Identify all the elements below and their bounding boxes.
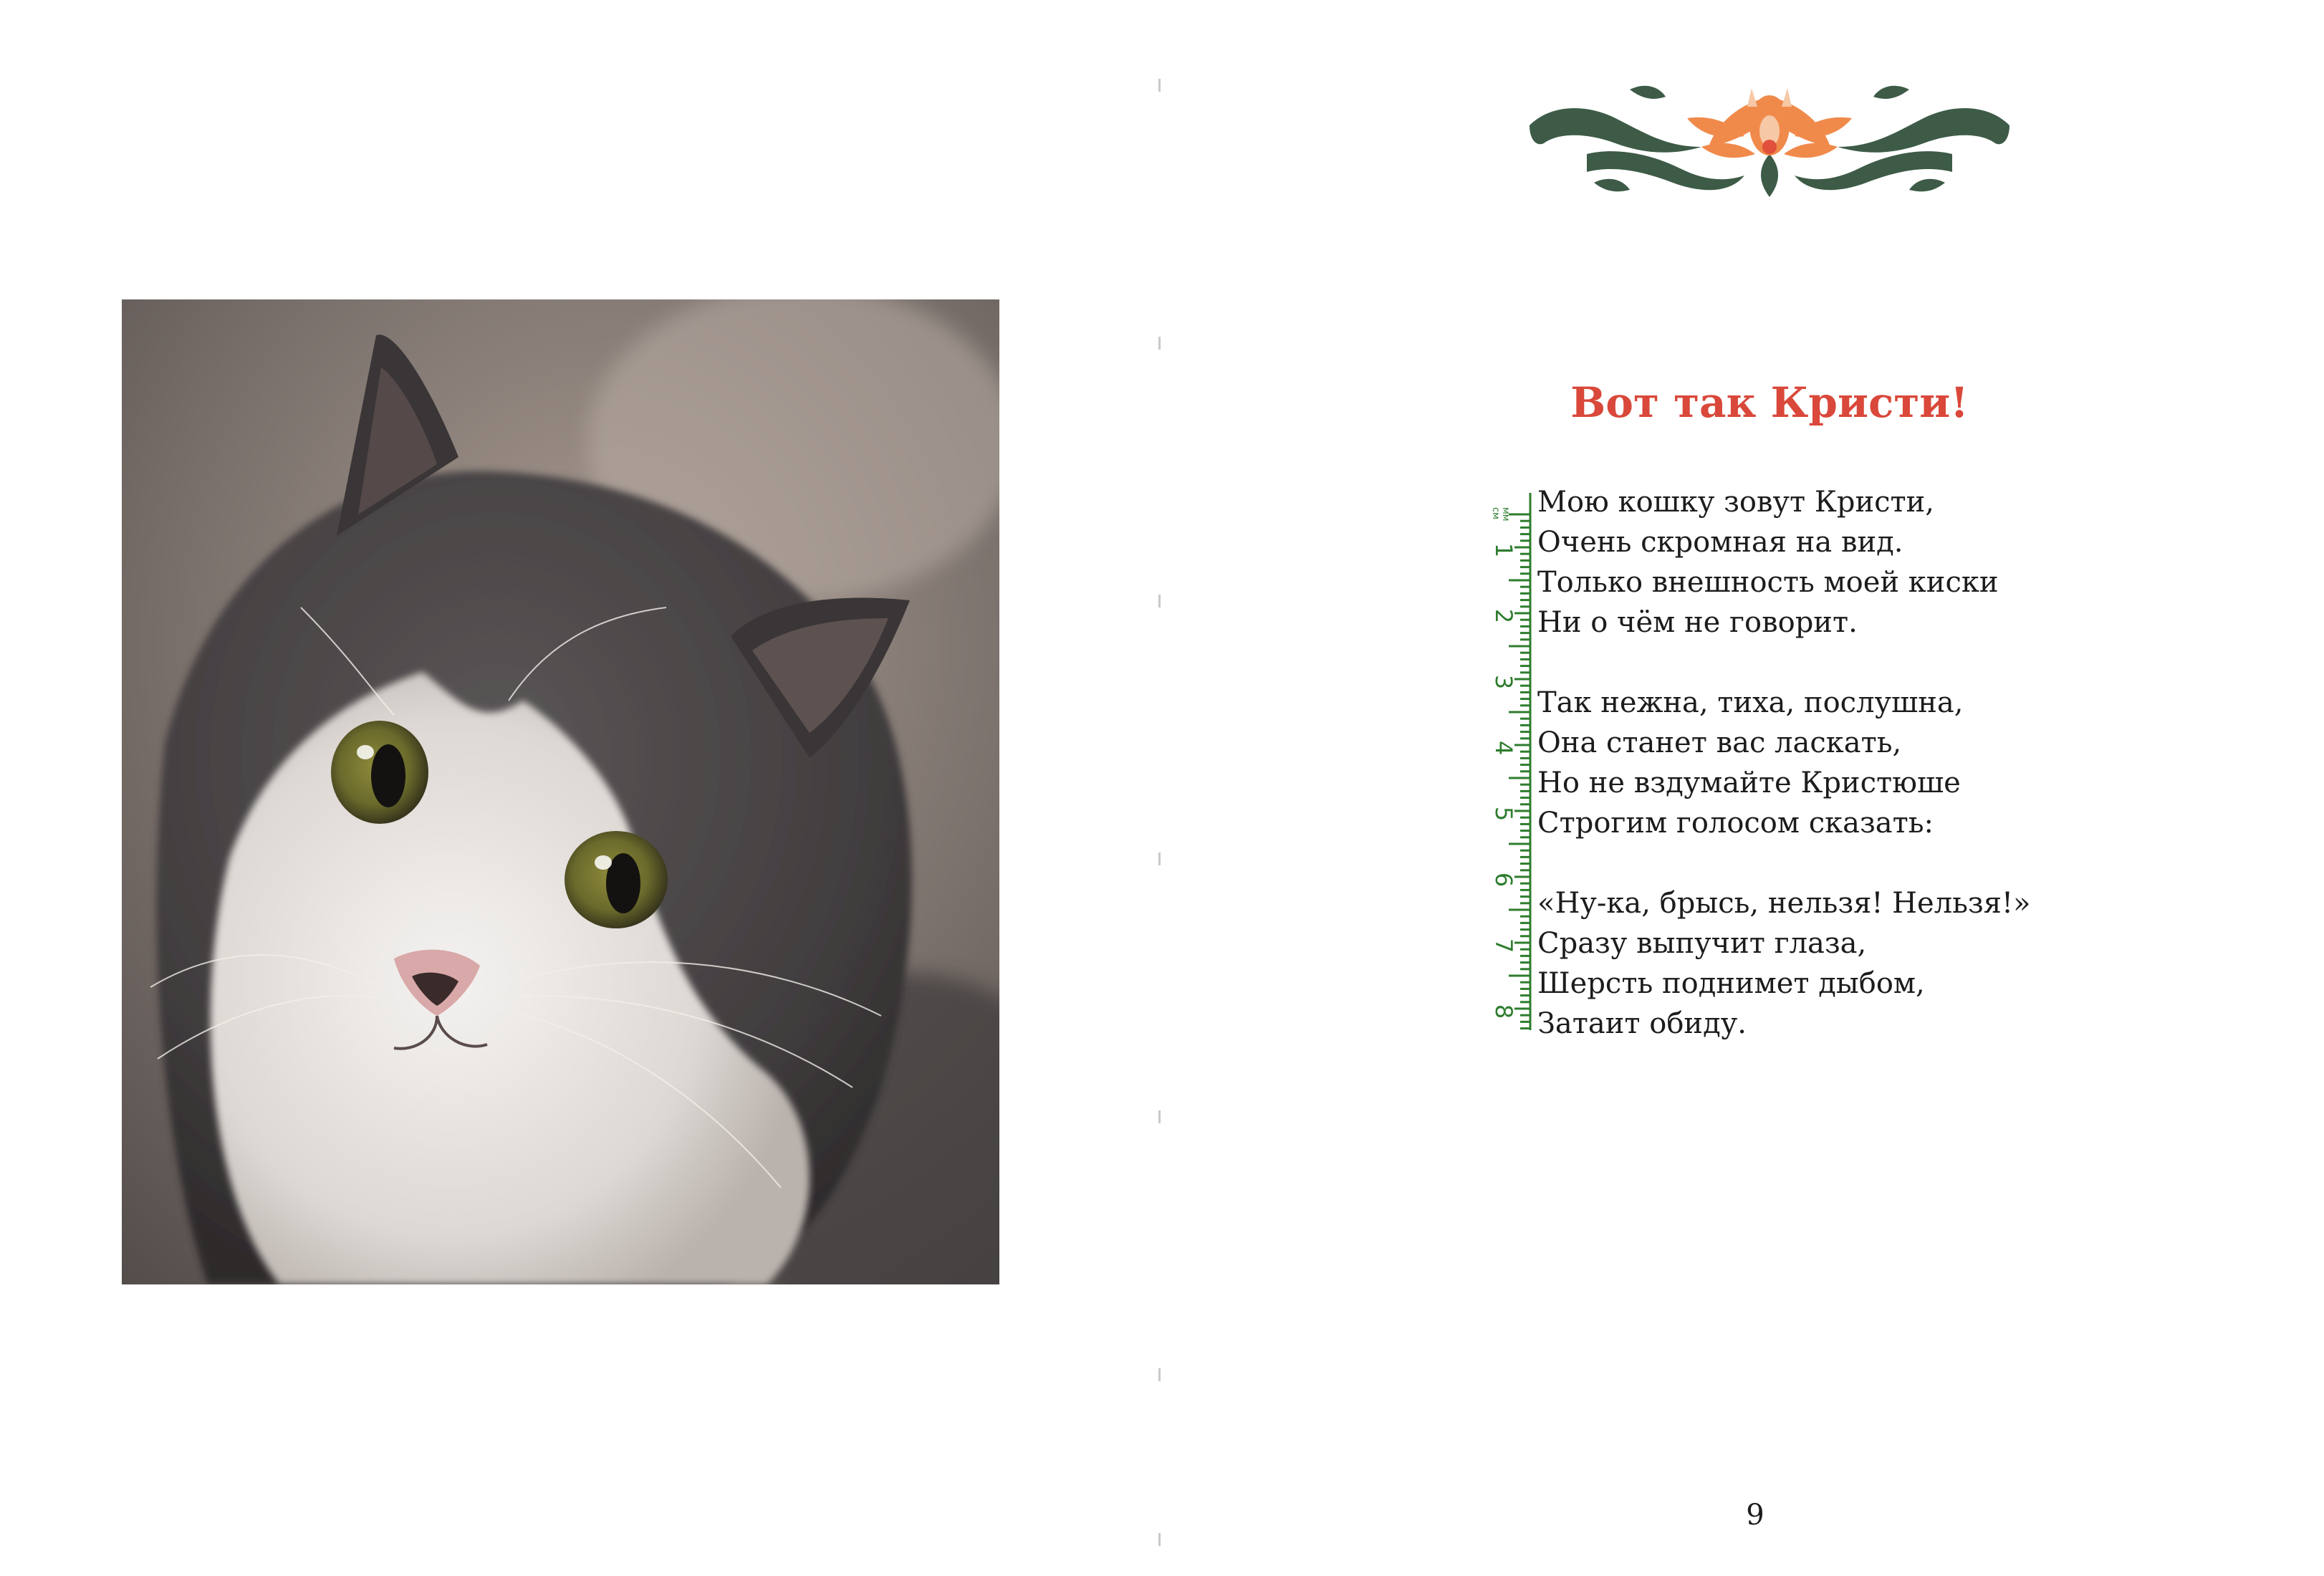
- poem-line: Мою кошку зовут Кристи,: [1537, 486, 1935, 519]
- ruler-number: 5: [1490, 806, 1517, 822]
- poem-line: Очень скромная на вид.: [1537, 526, 1903, 559]
- book-gutter: [1158, 79, 1162, 1547]
- ruler-number: 7: [1490, 938, 1517, 953]
- poem-line: Так нежна, тиха, послушна,: [1537, 686, 1964, 719]
- ruler-number: 8: [1490, 1004, 1517, 1019]
- ruler-number: 4: [1490, 740, 1517, 756]
- poem-line: Затаит обиду.: [1537, 1007, 1747, 1040]
- poem-stanza-2: [1537, 683, 2053, 843]
- poem-line: Она станет вас ласкать,: [1537, 726, 1902, 759]
- poem-stanza-3: [1537, 883, 2053, 1044]
- poem-stanza-1: [1537, 482, 2053, 643]
- ruler-unit-label-mm: мм: [1500, 507, 1511, 522]
- ruler-number: 2: [1490, 608, 1517, 624]
- ruler-number: 1: [1490, 542, 1517, 558]
- ruler-unit-label-cm: см: [1490, 507, 1501, 519]
- page-number: 9: [1746, 1499, 1764, 1532]
- cat-photo: [122, 299, 999, 1284]
- poem-line: «Ну-ка, брысь, нельзя! Нельзя!»: [1537, 887, 2031, 920]
- ruler-number: 3: [1490, 674, 1517, 690]
- poem-line: Строгим голосом сказать:: [1537, 807, 1934, 840]
- poem-body: [1537, 482, 2053, 1044]
- poem-line: Но не вздумайте Кристюше: [1537, 767, 1961, 799]
- floral-ornament: [1522, 75, 2017, 201]
- measuring-ruler: [1482, 493, 1532, 1032]
- poem-line: Только внешность моей киски: [1537, 566, 1999, 599]
- poem-title: Вот так Кристи!: [1570, 378, 1969, 427]
- poem-line: Ни о чём не говорит.: [1537, 606, 1858, 639]
- poem-line: Сразу выпучит глаза,: [1537, 927, 1867, 960]
- ruler-number: 6: [1490, 872, 1517, 888]
- poem-line: Шерсть поднимет дыбом,: [1537, 967, 1925, 1000]
